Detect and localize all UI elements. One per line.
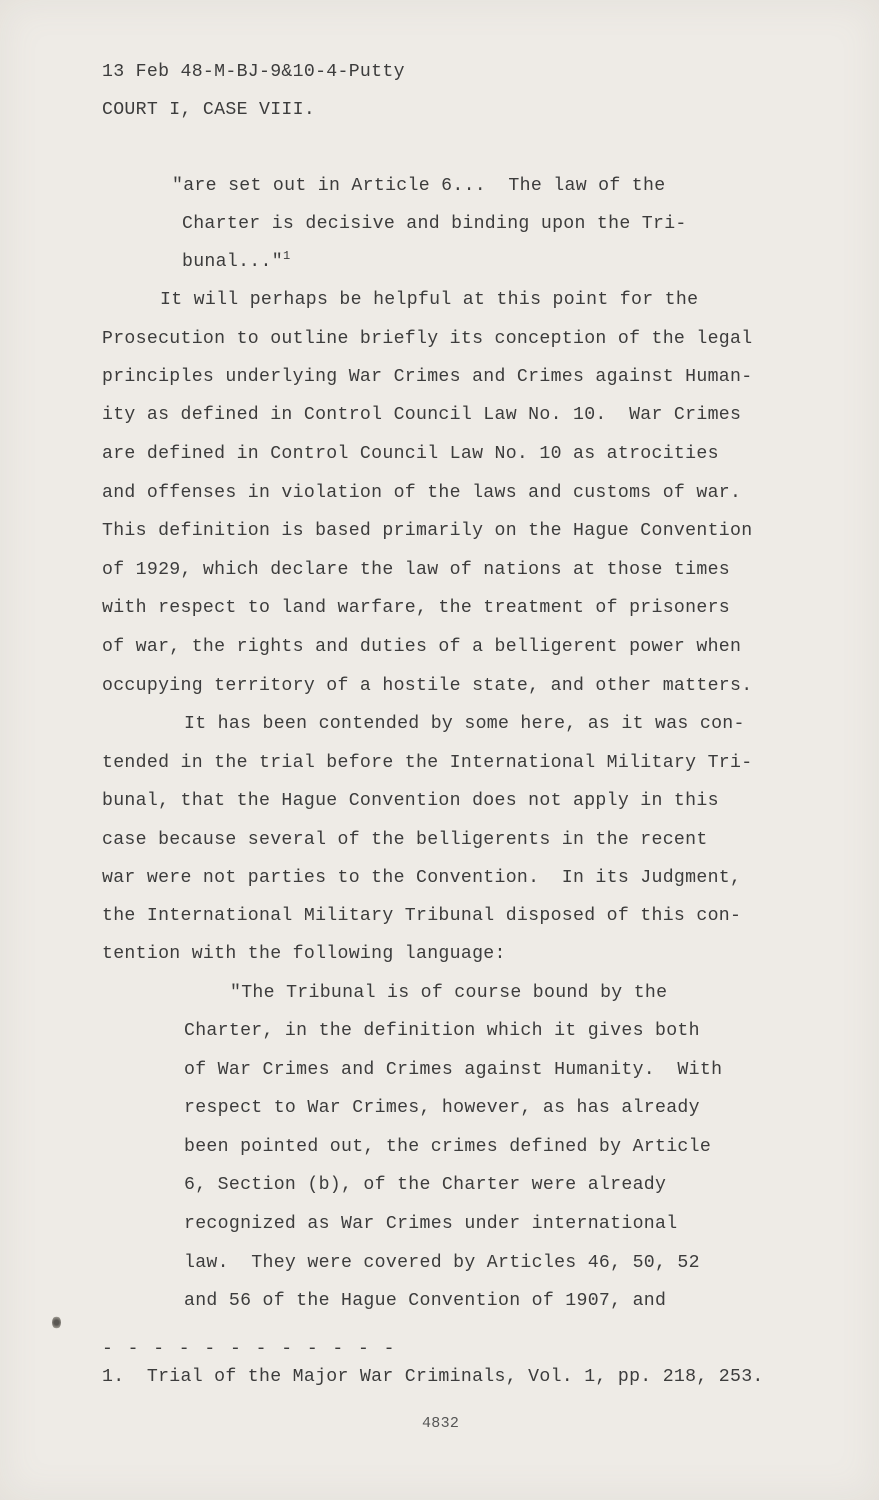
para1-line: of war, the rights and duties of a belligerent power when: [102, 637, 742, 657]
quote1-text: bunal...": [182, 252, 283, 272]
quote1-line: "are set out in Article 6... The law of the: [172, 176, 666, 196]
para1-line: It will perhaps be helpful at this point for the: [160, 290, 699, 310]
header-line-2: COURT I, CASE VIII.: [102, 100, 316, 120]
para1-line: are defined in Control Council Law No. 10 as atrocities: [102, 444, 719, 464]
para2-line: bunal, that the Hague Convention does not apply in this: [102, 791, 719, 811]
footnote-mark: 1: [282, 248, 291, 263]
para1-line: occupying territory of a hostile state, and other matters.: [102, 676, 753, 696]
para2-line: tention with the following language:: [102, 944, 506, 964]
para1-line: Prosecution to outline briefly its conception of the legal: [102, 329, 753, 349]
para1-line: and offenses in violation of the laws and customs of war.: [102, 483, 742, 503]
quote2-line: of War Crimes and Crimes against Humanity. With: [184, 1060, 723, 1080]
footnote-text: 1. Trial of the Major War Criminals, Vol. 1, pp. 218, 253.: [102, 1367, 764, 1387]
quote1-line: Charter is decisive and binding upon the Tri-: [182, 214, 687, 234]
quote2-line: and 56 of the Hague Convention of 1907, and: [184, 1291, 667, 1311]
quote1-line: [182, 248, 291, 273]
quote2-line: 6, Section (b), of the Charter were already: [184, 1175, 667, 1195]
punch-hole: [52, 1316, 61, 1329]
para2-line: the International Military Tribunal disposed of this con-: [102, 906, 742, 926]
para2-line: It has been contended by some here, as it was con-: [184, 714, 745, 734]
header-line-1: 13 Feb 48-M-BJ-9&10-4-Putty: [102, 62, 405, 82]
para1-line: principles underlying War Crimes and Crimes against Human-: [102, 367, 753, 387]
para1-line: with respect to land warfare, the treatment of prisoners: [102, 598, 730, 618]
para2-line: tended in the trial before the International Military Tri-: [102, 753, 753, 773]
quote2-line: Charter, in the definition which it gives both: [184, 1021, 700, 1041]
para1-line: This definition is based primarily on the Hague Convention: [102, 521, 753, 541]
para1-line: ity as defined in Control Council Law No. 10. War Crimes: [102, 405, 742, 425]
para2-line: war were not parties to the Convention. In its Judgment,: [102, 868, 742, 888]
quote2-line: law. They were covered by Articles 46, 50, 52: [184, 1253, 700, 1273]
footnote-rule: - - - - - - - - - - - -: [102, 1339, 397, 1359]
para1-line: of 1929, which declare the law of nations at those times: [102, 560, 730, 580]
quote2-line: been pointed out, the crimes defined by Article: [184, 1137, 712, 1157]
para2-line: case because several of the belligerents in the recent: [102, 830, 708, 850]
quote2-line: "The Tribunal is of course bound by the: [230, 983, 668, 1003]
quote2-line: recognized as War Crimes under international: [184, 1214, 678, 1234]
page-number: 4832: [422, 1415, 460, 1432]
quote2-line: respect to War Crimes, however, as has already: [184, 1098, 700, 1118]
